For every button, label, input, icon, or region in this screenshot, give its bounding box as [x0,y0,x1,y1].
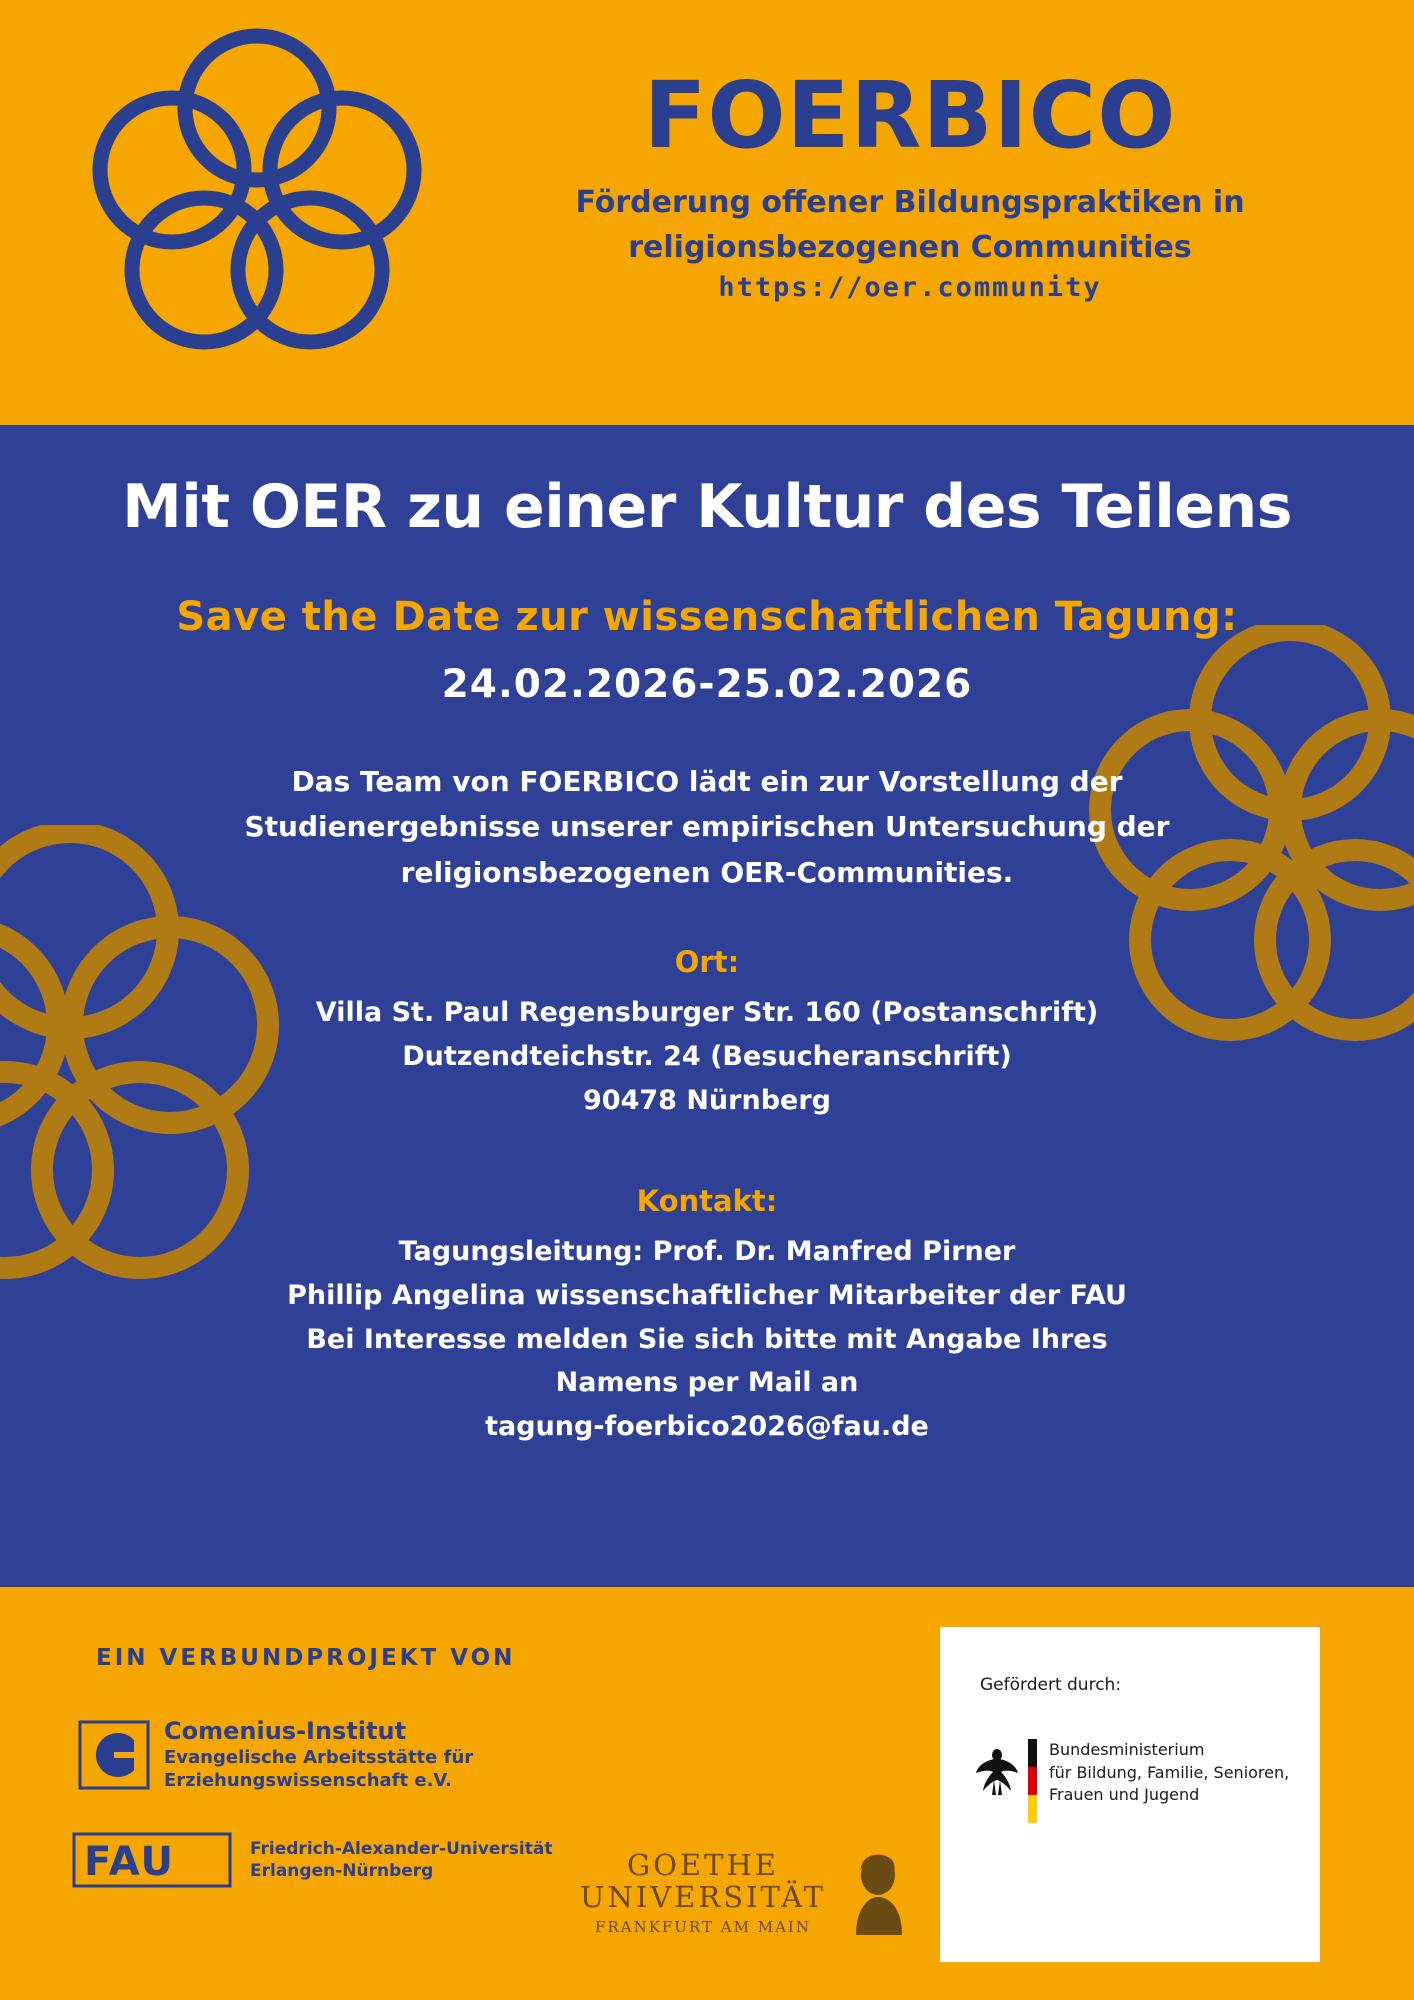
contact-line: Phillip Angelina wissenschaftlicher Mitarbeiter der FAU [287,1280,1127,1312]
brand-title: FOERBICO [643,62,1177,169]
goethe-portrait-logo [834,1849,914,1935]
intro-line-1: Das Team von FOERBICO lädt ein zur Vorstellung der [291,765,1123,798]
comenius-text [164,1717,473,1792]
goethe-line1: GOETHE [627,1848,779,1882]
five-circle-rosette-logo [92,28,422,398]
location-label: Ort: [674,945,740,980]
comenius-logo-block [78,1717,473,1792]
comenius-c-logo [78,1720,150,1790]
main-content [0,425,1414,1449]
comenius-name: Comenius-Institut [164,1717,407,1745]
partners-label: EIN VERBUNDPROJEKT VON [96,1645,516,1671]
goethe-line3: FRANKFURT AM MAIN [595,1917,811,1936]
contact-line: Bei Interesse melden Sie sich bitte mit Angabe Ihres [306,1323,1108,1355]
header-text-block [430,62,1390,303]
goethe-wordmark [580,1849,826,1936]
intro-line-2: Studienergebnisse unserer empirischen Untersuchung der [244,810,1170,844]
svg-text:FAU: FAU [84,1839,175,1885]
location-line: Villa St. Paul Regensburger Str. 160 (Postanschrift) [315,997,1099,1029]
ministry-line1: Bundesministerium [1049,1740,1205,1759]
funded-by-label: Gefördert durch: [980,1675,1122,1695]
event-dates: 24.02.2026-25.02.2026 [441,662,973,707]
page-title: Mit OER zu einer Kultur des Teilens [122,472,1292,542]
brand-subtitle-line2: religionsbezogenen Communities [628,230,1192,265]
funding-logo-row [974,1739,1289,1823]
intro-line-3: religionsbezogenen OER-Communities. [400,855,1014,889]
fau-line2: Erlangen-Nürnberg [250,1861,434,1881]
comenius-desc-line2: Erziehungswissenschaft e.V. [164,1770,452,1792]
german-flag-bar-icon [1028,1739,1037,1823]
poster-footer [0,1587,1414,2000]
contact-label: Kontakt: [636,1184,778,1219]
ministry-line2: für Bildung, Familie, Senioren, [1049,1762,1290,1782]
location-line: Dutzendteichstr. 24 (Besucheranschrift) [402,1040,1012,1072]
contact-line: Tagungsleitung: Prof. Dr. Manfred Pirner [398,1236,1016,1268]
save-the-date-label: Save the Date zur wissenschaftlichen Tagung: [176,594,1238,640]
intro-paragraph [202,759,1212,895]
goethe-line2: UNIVERSITÄT [580,1880,826,1915]
contact-block [70,1230,1344,1449]
fau-logo-block [72,1832,552,1888]
funding-ministry-name [1049,1739,1289,1807]
fau-wordmark-logo [72,1832,232,1888]
location-line: 90478 Nürnberg [583,1084,831,1116]
location-block [70,991,1344,1122]
poster-main [0,425,1414,1587]
bundesadler-eagle-icon [974,1739,1020,1797]
funding-box [940,1627,1320,1962]
poster-header [0,0,1414,425]
fau-line1: Friedrich-Alexander-Universität [250,1838,553,1859]
ministry-line3: Frauen und Jugend [1049,1785,1200,1805]
contact-email[interactable]: tagung-foerbico2026@fau.de [485,1411,929,1443]
comenius-desc-line1: Evangelische Arbeitsstätte für [164,1747,474,1769]
goethe-logo-block [580,1849,914,1936]
brand-subtitle-line1: Förderung offener Bildungspraktiken in [575,185,1245,220]
project-url[interactable]: https://oer.community [718,272,1102,303]
fau-text [250,1838,552,1883]
contact-line: Namens per Mail an [555,1367,859,1399]
